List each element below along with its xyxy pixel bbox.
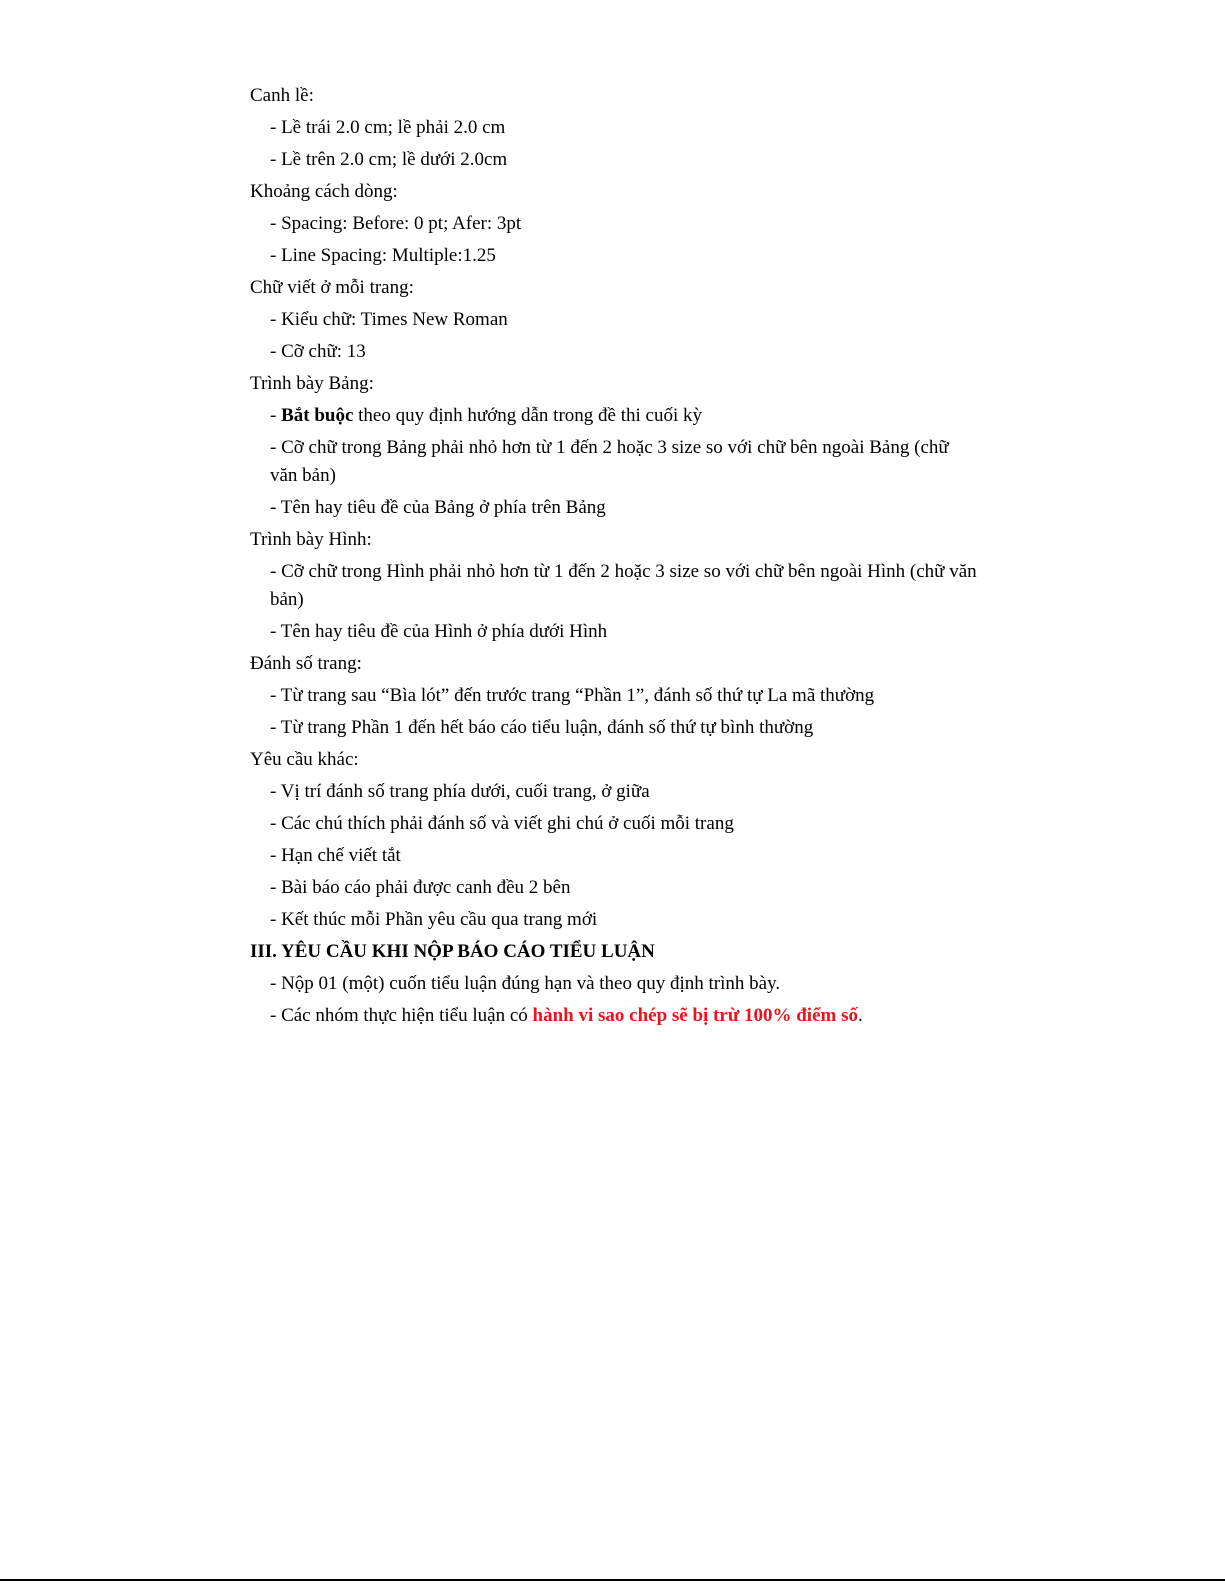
tables-caption-item: - Tên hay tiêu đề của Bảng ở phía trên Bảng (270, 497, 606, 518)
tables-mandatory-item (250, 400, 980, 432)
other-item: - Vị trí đánh số trang phía dưới, cuối trang, ở giữa (270, 781, 650, 802)
plagiarism-warning-item (250, 1000, 980, 1032)
figures-heading: Trình bày Hình: (250, 529, 372, 550)
document-body (250, 80, 980, 1032)
plagiarism-suffix: . (857, 1005, 863, 1026)
page-numbering-roman-item: - Từ trang sau “Bìa lót” đến trước trang “Phần 1”, đánh số thứ tự La mã thường (270, 685, 875, 706)
figures-caption-item: - Tên hay tiêu đề của Hình ở phía dưới Hình (270, 621, 608, 642)
font-size-item: - Cỡ chữ: 13 (270, 341, 366, 362)
margins-heading: Canh lề: (250, 85, 314, 106)
other-item: - Kết thúc mỗi Phần yêu cầu qua trang mới (270, 909, 598, 930)
margins-left-right: - Lề trái 2.0 cm; lề phải 2.0 cm (270, 117, 506, 138)
tables-font-size-item: - Cỡ chữ trong Bảng phải nhỏ hơn từ 1 đến 2 hoặc 3 size so với chữ bên ngoài Bảng (chữ văn bản) (270, 437, 949, 486)
plagiarism-warning-red: hành vi sao chép sẽ bị trừ 100% điểm số (532, 1005, 858, 1026)
page-bottom-border (0, 1579, 1225, 1581)
other-requirements-heading: Yêu cầu khác: (250, 749, 359, 770)
line-spacing-heading: Khoảng cách dòng: (250, 181, 398, 202)
font-heading: Chữ viết ở mỗi trang: (250, 277, 414, 298)
other-item: - Các chú thích phải đánh số và viết ghi chú ở cuối mỗi trang (270, 813, 734, 834)
other-item: - Bài báo cáo phải được canh đều 2 bên (270, 877, 571, 898)
figures-font-size-item: - Cỡ chữ trong Hình phải nhỏ hơn từ 1 đến 2 hoặc 3 size so với chữ bên ngoài Hình (chữ văn bản) (270, 561, 977, 610)
page-numbering-heading: Đánh số trang: (250, 653, 362, 674)
line-spacing-multiple: - Line Spacing: Multiple:1.25 (270, 245, 496, 266)
tables-mandatory-bold: Bắt buộc (281, 405, 354, 426)
plagiarism-prefix: - Các nhóm thực hiện tiểu luận có (270, 1005, 533, 1026)
page-numbering-arabic-item: - Từ trang Phần 1 đến hết báo cáo tiểu luận, đánh số thứ tự bình thường (270, 717, 814, 738)
tables-heading: Trình bày Bảng: (250, 373, 374, 394)
font-family-item: - Kiểu chữ: Times New Roman (270, 309, 508, 330)
other-item: - Hạn chế viết tắt (270, 845, 401, 866)
margins-top-bottom: - Lề trên 2.0 cm; lề dưới 2.0cm (270, 149, 508, 170)
spacing-before-after: - Spacing: Before: 0 pt; Afer: 3pt (270, 213, 522, 234)
tables-mandatory-rest: theo quy định hướng dẫn trong đề thi cuối kỳ (353, 405, 702, 426)
submission-section-heading: III. YÊU CẦU KHI NỘP BÁO CÁO TIỂU LUẬN (250, 941, 655, 962)
tables-item-prefix: - (270, 405, 282, 426)
submission-item: - Nộp 01 (một) cuốn tiểu luận đúng hạn và theo quy định trình bày. (270, 973, 781, 994)
